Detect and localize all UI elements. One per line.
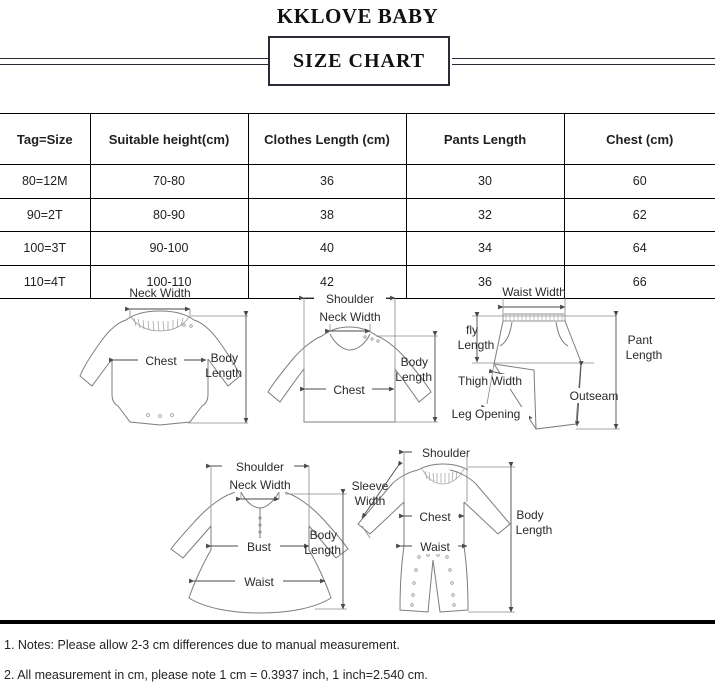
column-header-pants-length: Pants Length [406, 114, 564, 165]
table-header-row [0, 114, 715, 165]
label-sleeve-width-line1: Sleeve [351, 479, 389, 493]
footer-divider [0, 620, 715, 624]
column-header-tag-size: Tag=Size [0, 114, 90, 165]
label-waist: Waist [420, 540, 450, 554]
column-header-chest: Chest (cm) [564, 114, 715, 165]
cell-clothes-length: 42 [248, 265, 406, 299]
label-waist-width: Waist Width [502, 285, 566, 299]
label-body-length-line2: Length [304, 543, 341, 557]
jumpsuit-collar [422, 469, 464, 484]
cell-pants-length: 32 [406, 198, 564, 232]
label-sleeve-width-line2: Width [354, 494, 386, 508]
label-chest: Chest [419, 510, 451, 524]
label-body-length-line2: Length [515, 523, 553, 537]
table-row [0, 198, 715, 232]
cell-suitable-height: 100-110 [90, 265, 248, 299]
cell-suitable-height: 70-80 [90, 165, 248, 199]
cell-tag-size: 80=12M [0, 165, 90, 199]
label-chest: Chest [145, 354, 177, 368]
label-waist: Waist [244, 575, 274, 589]
cell-tag-size: 110=4T [0, 265, 90, 299]
decorative-rule-left [0, 58, 268, 65]
diagram-shorts [444, 284, 679, 442]
label-outseam: Outseam [569, 389, 619, 403]
label-pant-length-line1: Pant [627, 333, 653, 347]
label-body-length-line2: Length [395, 370, 432, 384]
label-fly-length-line1: fly [466, 323, 478, 337]
label-shoulder: Shoulder [235, 460, 285, 474]
label-chest: Chest [333, 383, 365, 397]
table-row [0, 165, 715, 199]
cell-clothes-length: 40 [248, 232, 406, 266]
size-chart-badge [268, 36, 450, 86]
label-shoulder: Shoulder [325, 292, 375, 306]
dress-neckline [241, 492, 279, 508]
label-thigh-width: Thigh Width [457, 374, 523, 388]
label-neck-width: Neck Width [229, 478, 291, 492]
label-leg-opening: Leg Opening [451, 407, 521, 421]
cell-pants-length: 34 [406, 232, 564, 266]
cell-pants-length: 30 [406, 165, 564, 199]
bodysuit-collar [131, 317, 189, 331]
label-body-length-line1: Body [400, 355, 428, 369]
column-header-suitable-height: Suitable height(cm) [90, 114, 248, 165]
cell-chest: 62 [564, 198, 715, 232]
shorts-waistband [503, 314, 565, 321]
cell-chest: 60 [564, 165, 715, 199]
measurement-diagrams [0, 284, 715, 620]
size-table [0, 113, 715, 299]
label-body-length-line1: Body [516, 508, 544, 522]
label-body-length-line1: Body [210, 351, 238, 365]
diagram-top [252, 284, 447, 434]
cell-tag-size: 90=2T [0, 198, 90, 232]
cell-chest: 64 [564, 232, 715, 266]
cell-suitable-height: 90-100 [90, 232, 248, 266]
brand-title: KKLOVE BABY [276, 4, 439, 28]
diagram-jumpsuit [340, 442, 555, 620]
cell-tag-size: 100=3T [0, 232, 90, 266]
label-shoulder: Shoulder [421, 446, 471, 460]
note-unit-conversion: 2. All measurement in cm, please note 1 cm = 0.3937 inch, 1 inch=2.540 cm. [4, 668, 428, 682]
label-pant-length-line2: Length [625, 348, 663, 362]
cell-clothes-length: 38 [248, 198, 406, 232]
label-bust: Bust [246, 540, 272, 554]
label-neck-width: Neck Width [319, 310, 381, 324]
cell-clothes-length: 36 [248, 165, 406, 199]
decorative-rule-right [452, 58, 715, 65]
cell-pants-length: 36 [406, 265, 564, 299]
bodysuit-snaps [147, 324, 193, 418]
diagram-bodysuit [60, 284, 260, 434]
cell-suitable-height: 80-90 [90, 198, 248, 232]
size-chart-badge-label: SIZE CHART [292, 49, 426, 72]
label-body-length-line2: Length [205, 366, 242, 380]
cell-chest: 66 [564, 265, 715, 299]
table-row [0, 232, 715, 266]
diagram-dress [165, 446, 355, 616]
label-body-length-line1: Body [309, 528, 337, 542]
column-header-clothes-length: Clothes Length (cm) [248, 114, 406, 165]
label-fly-length-line2: Length [457, 338, 495, 352]
note-measurement-tolerance: 1. Notes: Please allow 2-3 cm differences due to manual measurement. [4, 638, 400, 652]
label-neck-width: Neck Width [129, 286, 191, 300]
